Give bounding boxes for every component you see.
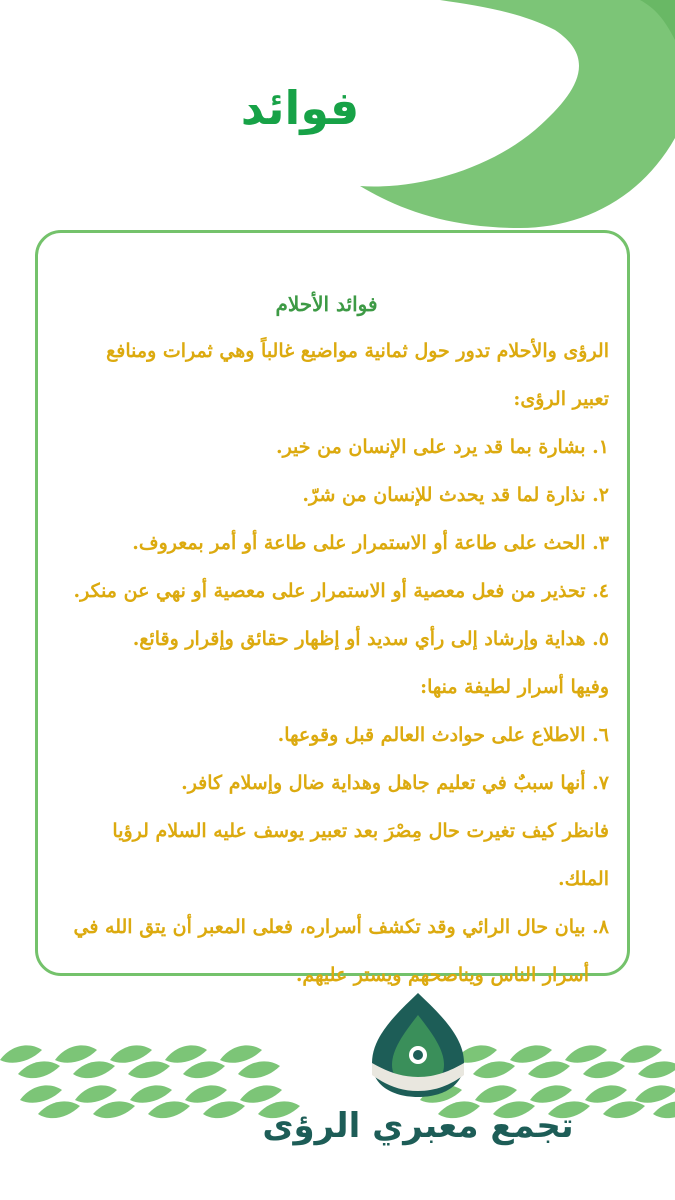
content-card: [35, 230, 630, 986]
card-heading: فوائد الأحلام: [275, 292, 378, 316]
list-item-5: ٥. هداية وإرشاد إلى رأي سديد أو إظهار حقائق وإقرار وقائع.: [132, 628, 609, 650]
left-leaf-pattern: [0, 1045, 300, 1118]
footer-ornaments: [0, 985, 675, 1200]
page-title: فوائد: [240, 81, 360, 135]
list-item-4: ٤. تحذير من فعل معصية أو الاستمرار على معصية أو نهي عن منكر.: [73, 580, 609, 602]
intro-line-1: الرؤى والأحلام تدور حول ثمانية مواضيع غالباً وهي ثمرات ومنافع: [106, 340, 609, 362]
logo-emblem: [372, 993, 464, 1097]
card-body: [54, 281, 609, 999]
logo-text: تجمع معبري الرؤى: [262, 1106, 574, 1146]
list-item-6: ٦. الاطلاع على حوادث العالم قبل وقوعها.: [277, 724, 609, 746]
example-line-1: فانظر كيف تغيرت حال مِصْرَ بعد تعبير يوسف عليه السلام لرؤيا: [112, 820, 609, 842]
list-item-8-continuation: أسرار الناس ويناصحهم ويستر عليهم.: [295, 964, 589, 986]
intro-line-2: تعبير الرؤى:: [513, 388, 609, 410]
list-item-7: ٧. أنها سببٌ في تعليم جاهل وهداية ضال وإسلام كافر.: [181, 772, 609, 794]
list-item-3: ٣. الحث على طاعة أو الاستمرار على طاعة أو أمر بمعروف.: [132, 532, 609, 554]
example-line-2: الملك.: [558, 868, 609, 890]
list-item-2: ٢. نذارة لما قد يحدث للإنسان من شرّ.: [302, 484, 609, 506]
list-item-8: ٨. بيان حال الرائي وقد تكشف أسراره، فعلى المعبر أن يتق الله في: [73, 916, 609, 938]
list-item-1: ١. بشارة بما قد يرد على الإنسان من خير.: [275, 436, 609, 458]
secrets-heading: وفيها أسرار لطيفة منها:: [420, 676, 609, 698]
